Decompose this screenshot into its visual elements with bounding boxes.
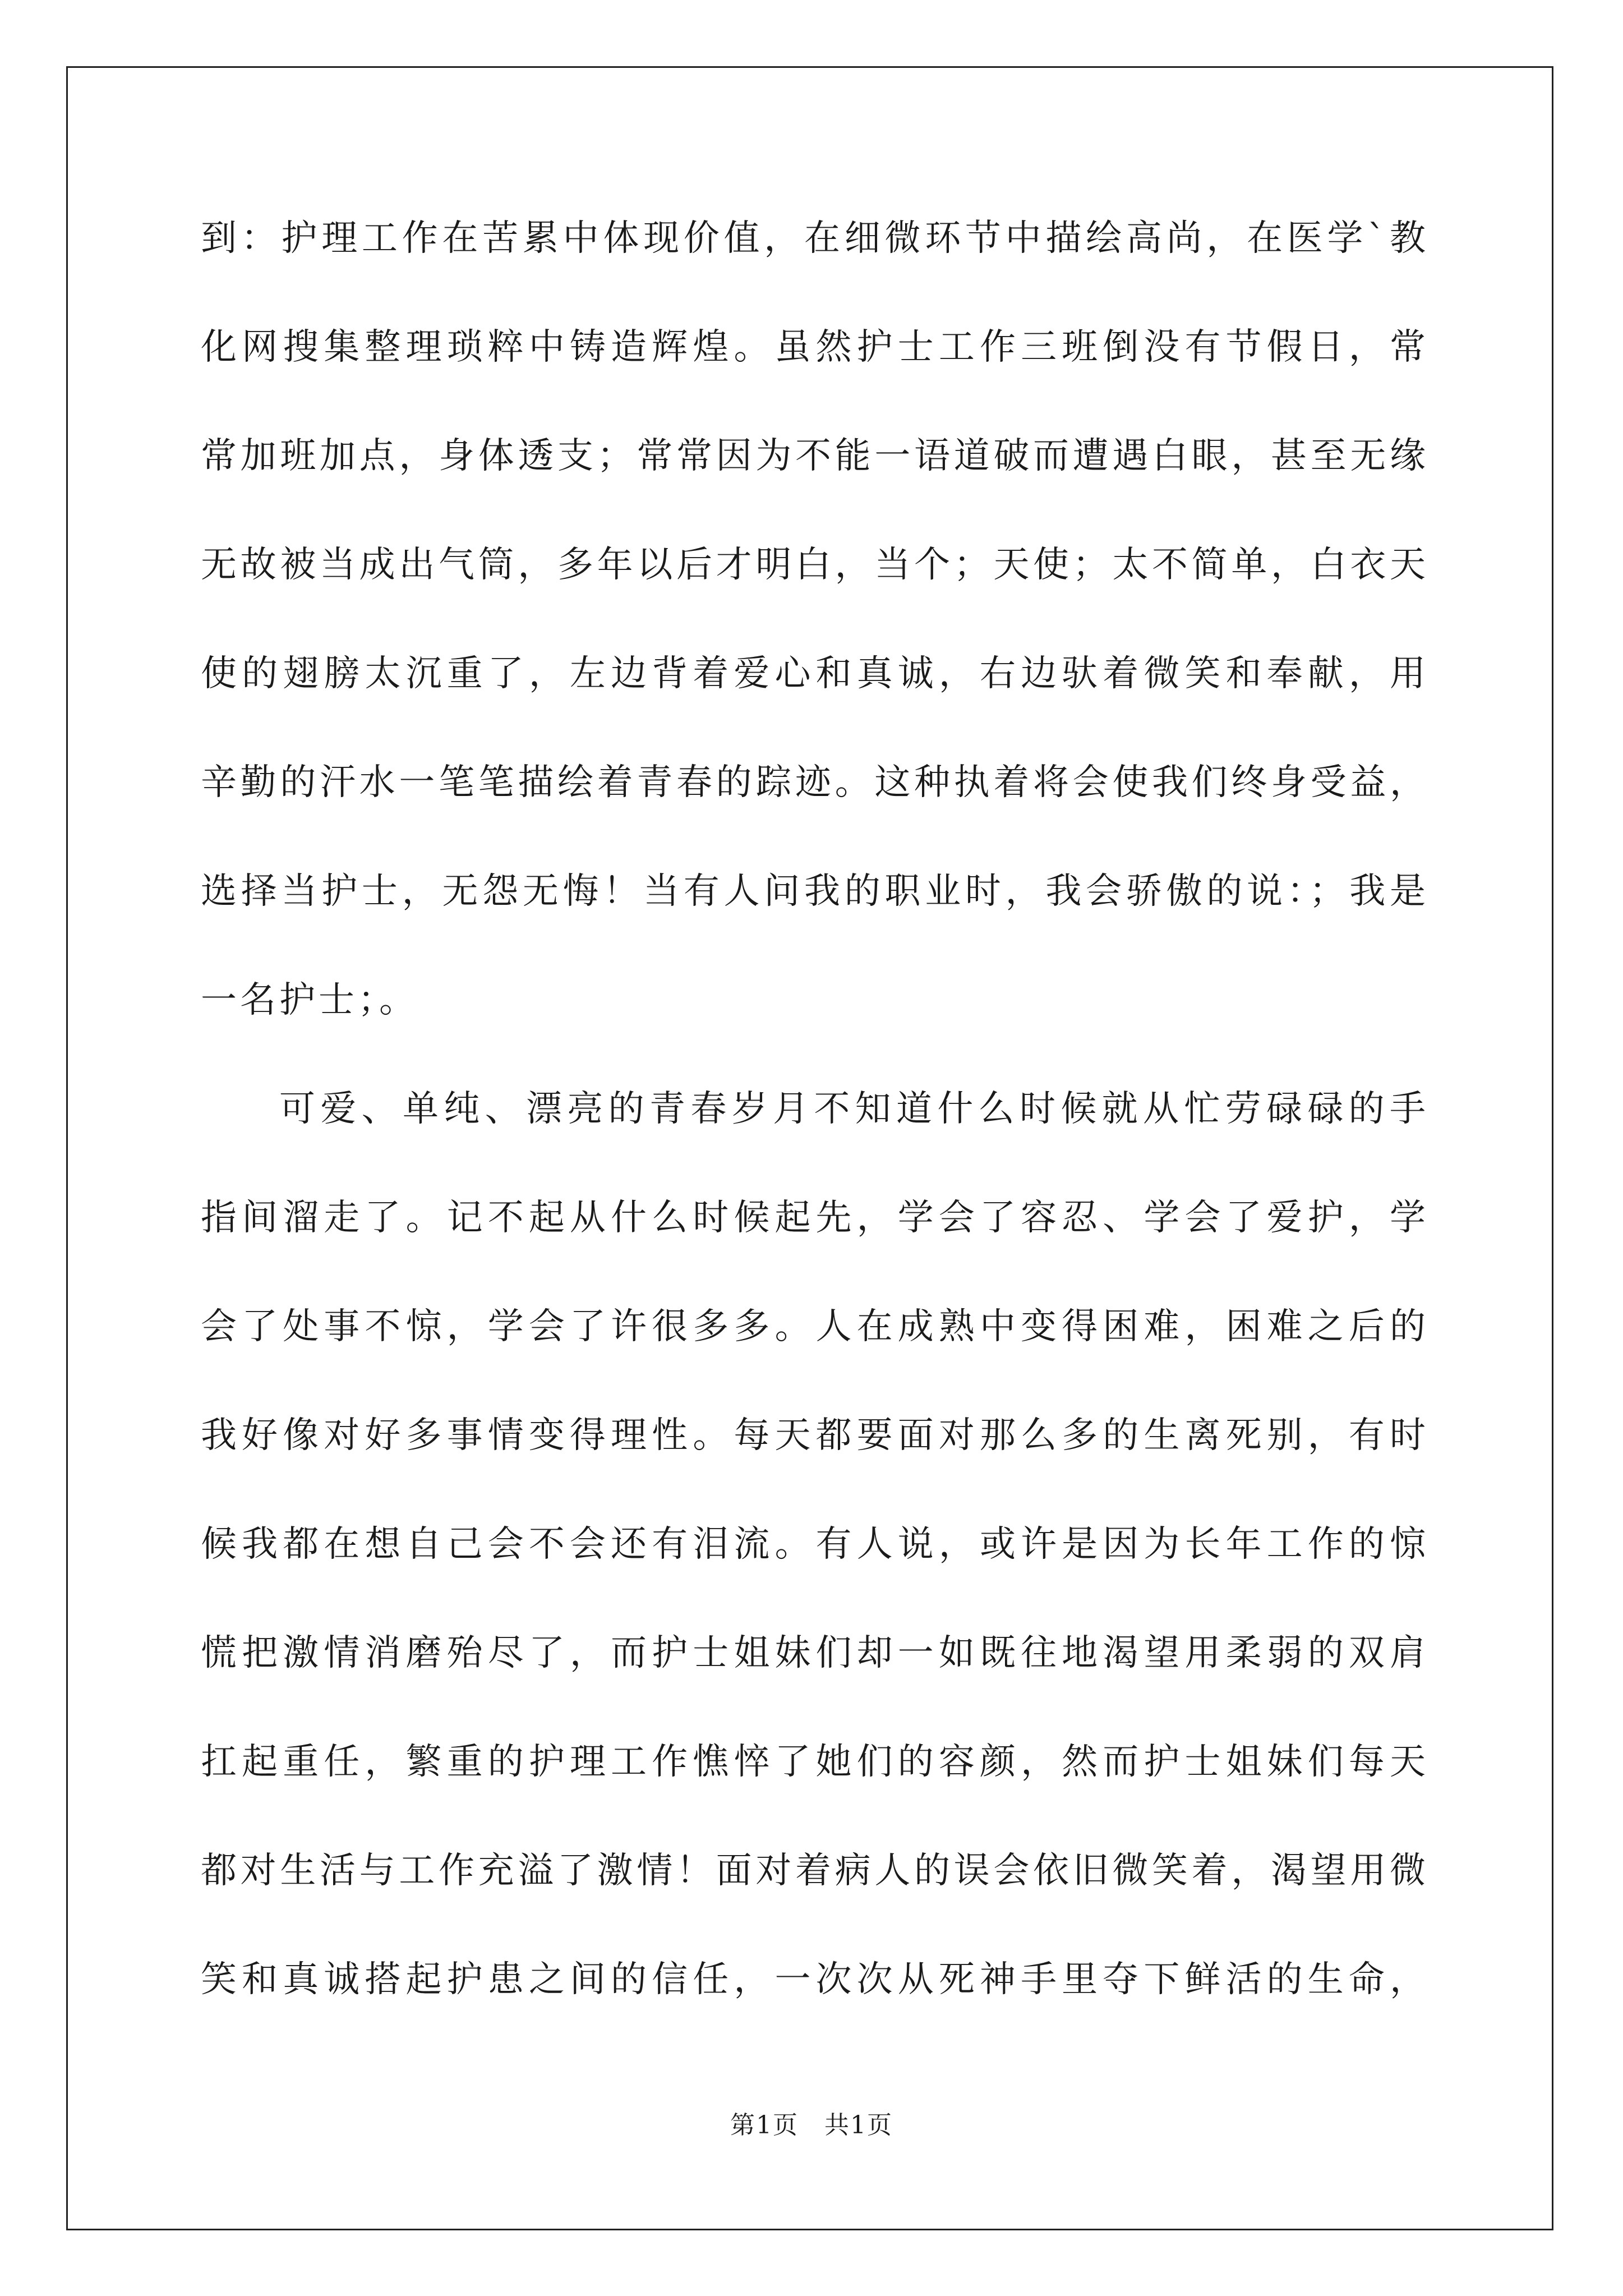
paragraph-2-line-3: 会了处事不惊，学会了许很多多。人在成熟中变得困难，困难之后的 <box>201 1306 1429 1347</box>
paragraph-1-line-6: 辛勤的汗水一笔笔描绘着青春的踪迹。这种执着将会使我们终身受益， <box>201 762 1429 803</box>
paragraph-2-line-6: 慌把激情消磨殆尽了，而护士姐妹们却一如既往地渴望用柔弱的双肩 <box>201 1632 1429 1674</box>
paragraph-2-line-2: 指间溜走了。记不起从什么时候起先，学会了容忍、学会了爱护，学 <box>201 1197 1429 1239</box>
paragraph-1-line-4: 无故被当成出气筒，多年以后才明白，当个；天使；太不简单，白衣天 <box>201 544 1429 586</box>
paragraph-1-line-3: 常加班加点，身体透支；常常因为不能一语道破而遭遇白眼，甚至无缘 <box>201 435 1429 477</box>
paragraph-2-line-4: 我好像对好多事情变得理性。每天都要面对那么多的生离死别，有时 <box>201 1415 1429 1456</box>
document-body <box>201 202 1429 2052</box>
paragraph-1-line-2: 化网搜集整理琐粹中铸造辉煌。虽然护士工作三班倒没有节假日，常 <box>201 326 1429 368</box>
paragraph-2-line-5: 候我都在想自己会不会还有泪流。有人说，或许是因为长年工作的惊 <box>201 1524 1429 1565</box>
paragraph-1-line-8: 一名护士；。 <box>201 979 418 1021</box>
paragraph-2-line-7: 扛起重任，繁重的护理工作憔悴了她们的容颜，然而护士姐妹们每天 <box>201 1741 1429 1783</box>
paragraph-1-line-5: 使的翅膀太沉重了，左边背着爱心和真诚，右边驮着微笑和奉献，用 <box>201 653 1429 694</box>
paragraph-2-line-9: 笑和真诚搭起护患之间的信任，一次次从死神手里夺下鲜活的生命， <box>201 1959 1429 2000</box>
page-number-footer: 第1页 共1页 <box>730 2111 893 2139</box>
paragraph-2-line-1: 可爱、单纯、漂亮的青春岁月不知道什么时候就从忙劳碌碌的手 <box>279 1088 1429 1130</box>
paragraph-2-line-8: 都对生活与工作充溢了激情！面对着病人的误会依旧微笑着，渴望用微 <box>201 1850 1429 1892</box>
paragraph-1-line-1: 到：护理工作在苦累中体现价值，在细微环节中描绘高尚，在医学`教 <box>201 218 1429 259</box>
paragraph-1-line-7: 选择当护士，无怨无悔！当有人问我的职业时，我会骄傲的说：；我是 <box>201 871 1429 912</box>
